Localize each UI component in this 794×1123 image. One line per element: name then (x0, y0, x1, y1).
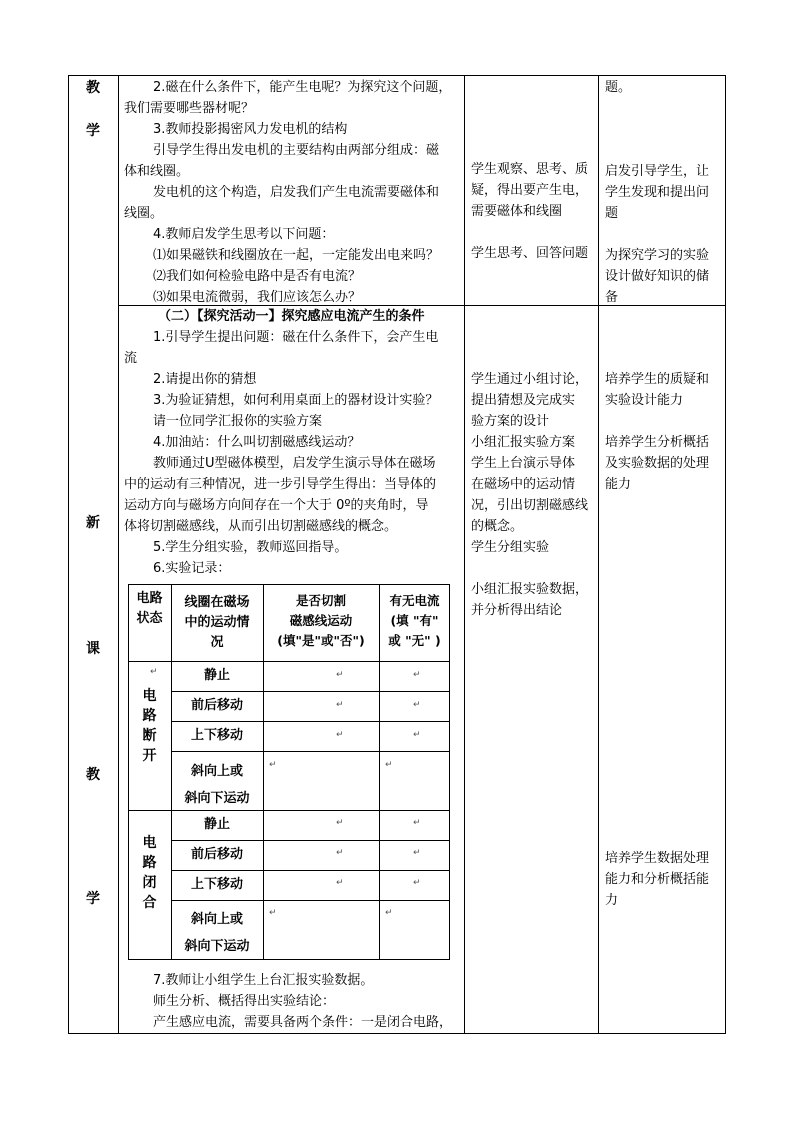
design-intent: 启发引导学生，让 (605, 164, 710, 179)
design-intent: 培养学生分析概括 (605, 435, 710, 450)
state-char: 闭 (142, 875, 157, 891)
motion-cell: 静止 (203, 668, 230, 683)
header-line: 电路 (136, 591, 163, 606)
text-line: 2.磁在什么条件下，能产生电呢？为探究这个问题， (153, 80, 452, 95)
table-divider (598, 75, 599, 1034)
circuit-open-cell (128, 686, 171, 766)
student-activity: 学生通过小组讨论， (471, 372, 589, 387)
header-line: 状态 (136, 611, 163, 626)
side-label: 课 (86, 641, 100, 657)
student-activity: 疑，得出要产生电， (471, 183, 589, 198)
motion-line: 斜向下运动 (184, 939, 250, 954)
student-activity: 学生思考、回答问题 (471, 246, 589, 261)
design-intent: 题。 (605, 80, 632, 95)
section-heading: （二）【探究活动一】探究感应电流产生的条件 (158, 309, 425, 324)
text-line: 4.加油站：什么叫切割磁感线运动？ (153, 435, 361, 450)
state-char: 合 (142, 895, 157, 911)
circuit-closed-cell (128, 833, 171, 913)
side-label: 教 (86, 767, 100, 783)
design-intent: 实验设计能力 (605, 393, 684, 408)
side-label: 学 (86, 891, 100, 907)
header-line: 磁感线运动 (289, 613, 353, 628)
design-intent: 设计做好知识的储 (605, 269, 710, 284)
student-activity: 提出猜想及完成实 (471, 393, 576, 408)
table-divider (464, 75, 465, 1034)
text-line: 流 (124, 351, 138, 366)
row-divider (171, 691, 450, 692)
header-line: 或 "无" ) (388, 633, 441, 648)
row-divider (171, 870, 450, 871)
cell-marker: ↵ (413, 700, 421, 710)
text-line: 2.请提出你的猜想 (153, 372, 257, 387)
design-intent: 力 (605, 893, 619, 908)
text-line: 3.为验证猜想，如何利用桌面上的器材设计实验？ (153, 393, 439, 408)
student-activity: 学生观察、思考、质 (471, 162, 589, 177)
side-label: 新 (86, 515, 100, 531)
state-char: 路 (142, 855, 157, 871)
text-line: ⑶如果电流微弱，我们应该怎么办？ (153, 290, 362, 305)
text-line: 7.教师让小组学生上台汇报实验数据。 (153, 973, 374, 988)
cell-marker: ↵ (413, 730, 421, 740)
header-line: 是否切割 (295, 593, 346, 608)
row-divider (171, 721, 450, 722)
motion-cell: 上下移动 (190, 877, 243, 892)
row-divider (171, 751, 450, 752)
table-divider (118, 75, 119, 1034)
state-char: 断 (142, 728, 157, 744)
student-activity: 的概念。 (471, 519, 524, 534)
text-line: 发电机的这个构造，启发我们产生电流需要磁体和 (153, 185, 440, 200)
header-line: 况 (210, 635, 224, 650)
cell-marker: ↵ (413, 670, 421, 680)
design-intent: 备 (605, 290, 619, 305)
student-activity: 在磁场中的运动情 (471, 477, 576, 492)
motion-cell (171, 906, 263, 960)
text-line: 体将切割磁感线，从而引出切割磁感线的概念。 (124, 519, 398, 534)
design-intent: 为探究学习的实验 (605, 248, 710, 263)
cell-marker: ↵ (150, 667, 158, 677)
cell-marker: ↵ (336, 848, 344, 858)
cell-marker: ↵ (336, 730, 344, 740)
cell-marker: ↵ (385, 908, 393, 918)
state-char: 路 (142, 708, 157, 724)
motion-cell: 静止 (203, 817, 230, 832)
motion-line: 斜向上或 (190, 912, 243, 927)
text-line: 引导学生得出发电机的主要结构由两部分组成：磁 (153, 143, 440, 158)
text-line: 6.实验记录： (153, 561, 231, 576)
row-divider (171, 840, 450, 841)
cell-marker: ↵ (413, 878, 421, 888)
text-line: 师生分析、概括得出实验结论： (153, 994, 336, 1009)
student-activity: 学生上台演示导体 (471, 456, 576, 471)
text-line: 产生感应电流，需要具备两个条件：一是闭合电路， (153, 1015, 453, 1030)
cell-marker: ↵ (336, 700, 344, 710)
text-line: 教师通过U型磁体模型，启发学生演示导体在磁场 (153, 456, 436, 471)
design-intent: 学生发现和提出问 (605, 185, 710, 200)
cell-marker: ↵ (336, 818, 344, 828)
text-line: 请一位同学汇报你的实验方案 (153, 414, 323, 429)
student-activity: 小组汇报实验方案 (471, 435, 576, 450)
student-activity: 需要磁体和线圈 (471, 204, 563, 219)
cell-marker: ↵ (413, 818, 421, 828)
motion-cell: 前后移动 (190, 698, 243, 713)
state-char: 电 (142, 688, 157, 704)
motion-line: 斜向下运动 (184, 791, 250, 806)
design-intent: 题 (605, 206, 619, 221)
student-activity: 学生分组实验 (471, 540, 550, 555)
text-line: 中的运动有三种情况，进一步引导学生得出：当导体的 (124, 477, 437, 492)
header-line: 线圈在磁场 (184, 595, 250, 610)
student-activity: 况，引出切割磁感线 (471, 498, 589, 513)
design-intent: 培养学生数据处理 (605, 851, 710, 866)
row-divider (128, 661, 450, 662)
motion-cell: 上下移动 (190, 728, 243, 743)
cell-marker: ↵ (336, 878, 344, 888)
text-line: 我们需要哪些器材呢？ (124, 101, 255, 116)
state-char: 开 (142, 748, 157, 764)
student-activity: 小组汇报实验数据， (471, 582, 589, 597)
header-line: 有无电流 (389, 593, 440, 608)
text-line: ⑵我们如何检验电路中是否有电流？ (153, 269, 362, 284)
state-char: 电 (142, 835, 157, 851)
cell-marker: ↵ (269, 760, 277, 770)
header-line: (填 "有" (390, 613, 439, 628)
student-activity: 验方案的设计 (471, 414, 550, 429)
text-line: 3.教师投影揭密风力发电机的结构 (153, 122, 348, 137)
side-label: 教 (86, 80, 100, 96)
student-activity: 并分析得出结论 (471, 603, 563, 618)
motion-cell (171, 758, 263, 812)
text-line: 线圈。 (124, 206, 164, 221)
header-line: 中的运动情 (184, 615, 250, 630)
side-label: 学 (86, 123, 100, 139)
cell-marker: ↵ (336, 670, 344, 680)
header-cell (128, 589, 171, 629)
header-line: (填"是"或"否") (277, 633, 365, 648)
design-intent: 能力和分析概括能 (605, 872, 710, 887)
text-line: 5.学生分组实验，教师巡回指导。 (153, 540, 348, 555)
text-line: 体和线圈。 (124, 164, 190, 179)
header-cell (263, 591, 379, 651)
cell-marker: ↵ (385, 760, 393, 770)
text-line: ⑴如果磁铁和线圈放在一起，一定能发出电来吗？ (153, 248, 440, 263)
text-line: 4.教师启发学生思考以下问题： (153, 227, 335, 242)
motion-cell: 前后移动 (190, 847, 243, 862)
text-line: 运动方向与磁场方向间存在一个大于 0º的夹角时，导 (124, 498, 429, 513)
row-divider (171, 900, 450, 901)
design-intent: 能力 (605, 477, 632, 492)
motion-line: 斜向上或 (190, 764, 243, 779)
cell-marker: ↵ (269, 908, 277, 918)
header-cell (171, 593, 263, 653)
design-intent: 及实验数据的处理 (605, 456, 710, 471)
text-line: 1.引导学生提出问题：磁在什么条件下，会产生电 (153, 330, 439, 345)
header-cell (379, 591, 450, 651)
design-intent: 培养学生的质疑和 (605, 372, 710, 387)
cell-marker: ↵ (413, 848, 421, 858)
